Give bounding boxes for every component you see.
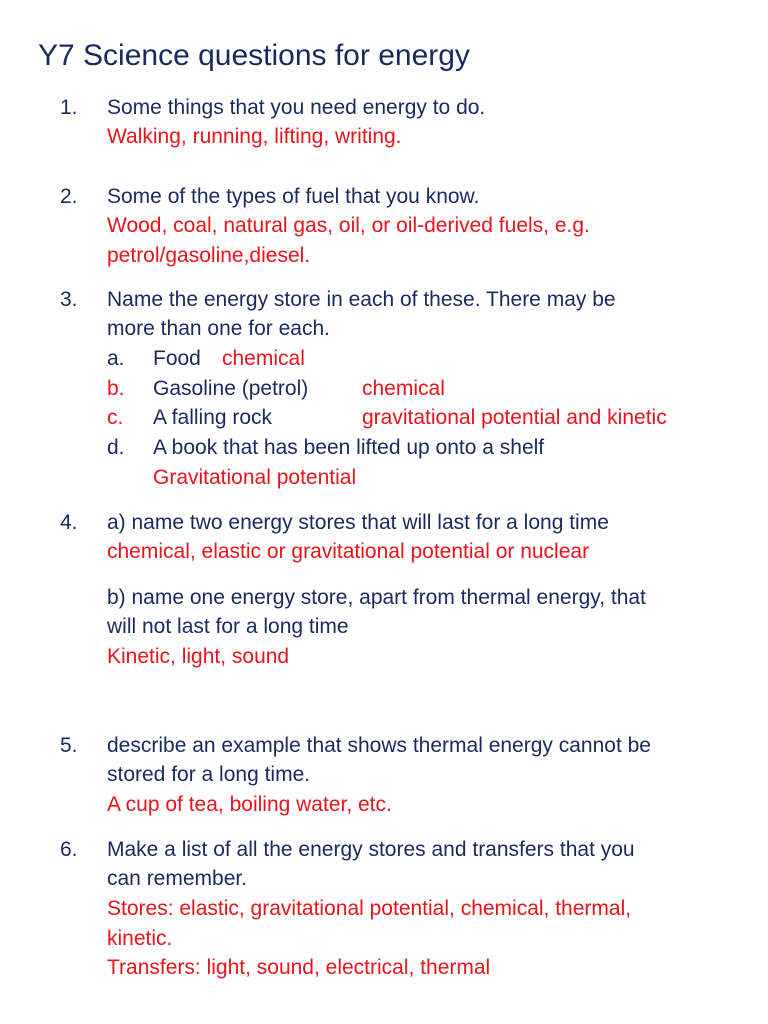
- q6-question-line2: can remember.: [107, 867, 248, 890]
- q6-question-line1: Make a list of all the energy stores and transfers that you: [107, 838, 635, 861]
- q2-number: 2.: [60, 185, 78, 208]
- q3-item-text: A falling rock: [153, 406, 273, 429]
- q3-item-letter: d.: [107, 436, 125, 459]
- q3-question-line1: Name the energy store in each of these. There may be: [107, 288, 616, 311]
- q6-answer-line3: Transfers: light, sound, electrical, thermal: [107, 956, 491, 979]
- q1-answer: Walking, running, lifting, writing.: [107, 125, 402, 148]
- q6-number: 6.: [60, 838, 78, 861]
- q1-number: 1.: [60, 96, 78, 119]
- q3-item-letter: b.: [107, 377, 125, 400]
- q3-question-line2: more than one for each.: [107, 317, 330, 340]
- q6-answer-line2: kinetic.: [107, 927, 173, 950]
- q5-answer: A cup of tea, boiling water, etc.: [107, 793, 392, 816]
- q4-part-a: a) name two energy stores that will last for a long time: [107, 511, 609, 534]
- q6-answer-line1: Stores: elastic, gravitational potential, chemical, thermal,: [107, 897, 632, 920]
- q2-answer-line2: petrol/gasoline,diesel.: [107, 244, 311, 267]
- q5-question-line1: describe an example that shows thermal energy cannot be: [107, 734, 651, 757]
- q3-item-answer: chemical: [222, 347, 305, 370]
- q2-answer-line1: Wood, coal, natural gas, oil, or oil-derived fuels, e.g.: [107, 214, 590, 237]
- q2-question: Some of the types of fuel that you know.: [107, 185, 480, 208]
- q5-question-line2: stored for a long time.: [107, 763, 311, 786]
- q1-question: Some things that you need energy to do.: [107, 96, 486, 119]
- q4-answer-a: chemical, elastic or gravitational potential or nuclear: [107, 540, 590, 563]
- q4-number: 4.: [60, 511, 78, 534]
- q5-number: 5.: [60, 734, 78, 757]
- q4-part-b-line2: will not last for a long time: [107, 615, 349, 638]
- q3-item-text: Food: [153, 347, 201, 370]
- q3-item-answer: Gravitational potential: [153, 466, 357, 489]
- q3-item-text: A book that has been lifted up onto a shelf: [153, 436, 545, 459]
- q4-answer-b: Kinetic, light, sound: [107, 645, 290, 668]
- q3-item-answer: gravitational potential and kinetic: [362, 406, 667, 429]
- q4-part-b-line1: b) name one energy store, apart from thermal energy, that: [107, 586, 646, 609]
- page-title: Y7 Science questions for energy: [38, 39, 470, 72]
- q3-item-letter: c.: [107, 406, 124, 429]
- q3-item-text: Gasoline (petrol): [153, 377, 309, 400]
- q3-number: 3.: [60, 288, 78, 311]
- q3-item-letter: a.: [107, 347, 125, 370]
- q3-item-answer: chemical: [362, 377, 445, 400]
